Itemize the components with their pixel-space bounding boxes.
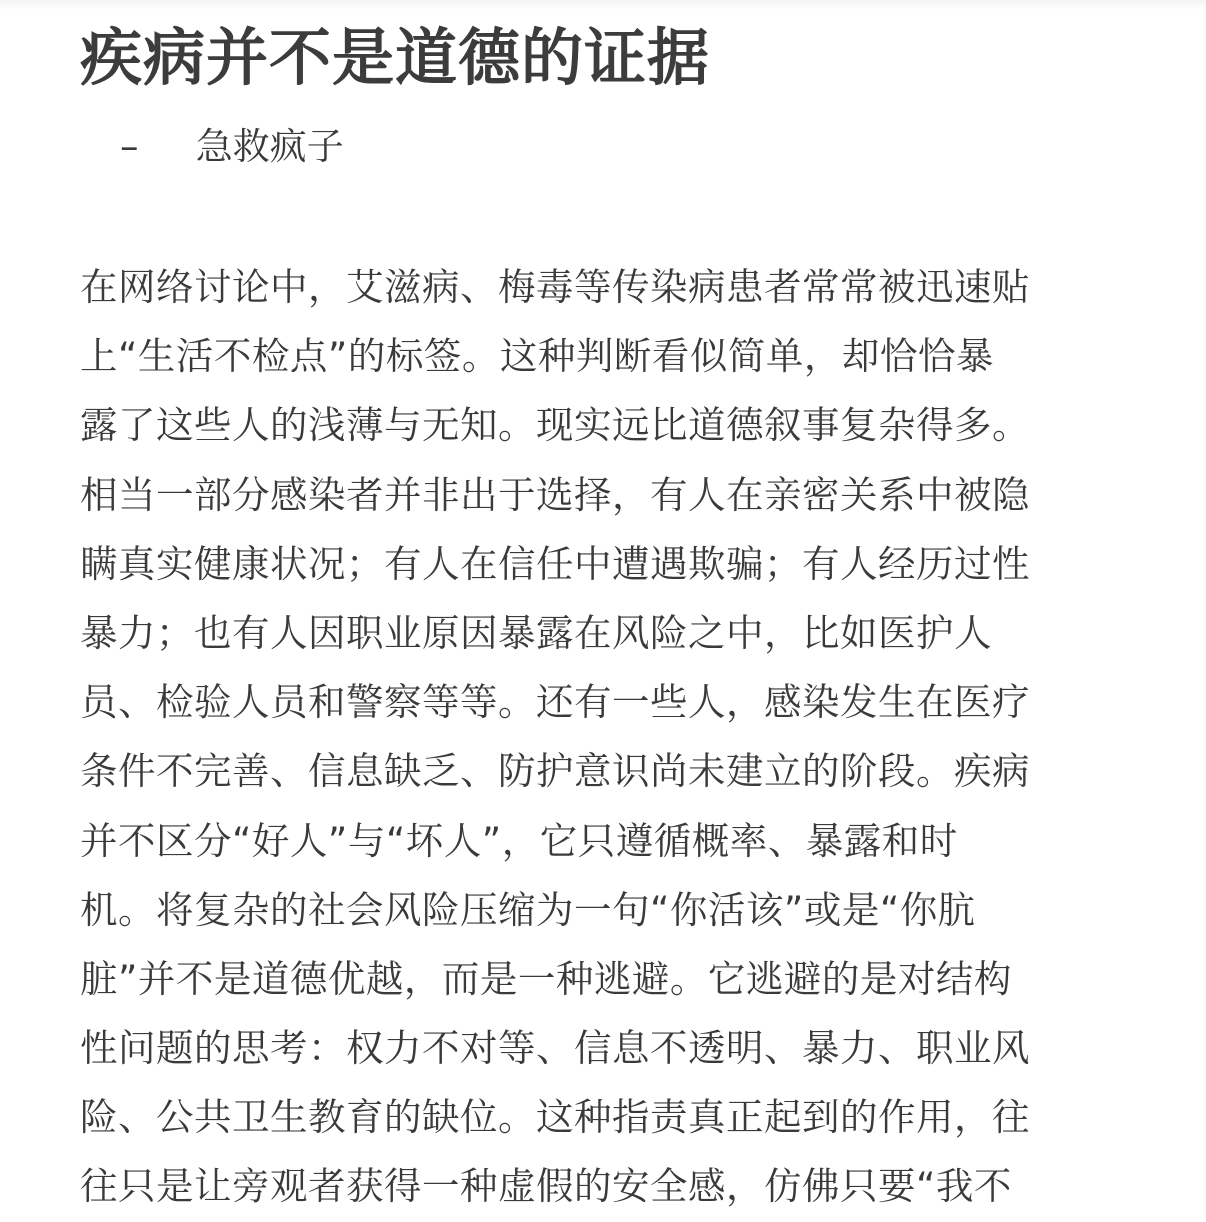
byline-dash: – bbox=[120, 125, 139, 168]
body-line: 机。将复杂的社会风险压缩为一句“你活该”或是“你肮 bbox=[80, 887, 976, 932]
article-body bbox=[80, 253, 1130, 1222]
body-line: 相当一部分感染者并非出于选择，有人在亲密关系中被隐 bbox=[80, 472, 1030, 517]
body-line: 瞒真实健康状况；有人在信任中遭遇欺骗；有人经历过性 bbox=[80, 541, 1030, 586]
body-line: 暴力；也有人因职业原因暴露在风险之中，比如医护人 bbox=[80, 610, 992, 655]
body-line: 上“生活不检点”的标签。这种判断看似简单，却恰恰暴 bbox=[80, 334, 994, 379]
byline bbox=[120, 122, 344, 172]
body-line: 险、公共卫生教育的缺位。这种指责真正起到的作用，往 bbox=[80, 1095, 1030, 1140]
body-line: 员、检验人员和警察等等。还有一些人，感染发生在医疗 bbox=[80, 680, 1030, 725]
body-line: 往只是让旁观者获得一种虚假的安全感，仿佛只要“我不 bbox=[80, 1164, 1012, 1209]
body-line: 在网络讨论中，艾滋病、梅毒等传染病患者常常被迅速贴 bbox=[80, 265, 1030, 309]
body-line: 性问题的思考：权力不对等、信息不透明、暴力、职业风 bbox=[80, 1026, 1030, 1071]
top-edge-shadow bbox=[0, 0, 1206, 10]
body-line: 露了这些人的浅薄与无知。现实远比道德叙事复杂得多。 bbox=[80, 403, 1030, 448]
author-name: 急救疯子 bbox=[195, 125, 344, 168]
body-line: 条件不完善、信息缺乏、防护意识尚未建立的阶段。疾病 bbox=[80, 749, 1030, 794]
body-line: 脏”并不是道德优越，而是一种逃避。它逃避的是对结构 bbox=[80, 956, 1012, 1001]
body-line: 并不区分“好人”与“坏人”，它只遵循概率、暴露和时 bbox=[80, 818, 958, 863]
article-title: 疾病并不是道德的证据 bbox=[80, 21, 711, 94]
